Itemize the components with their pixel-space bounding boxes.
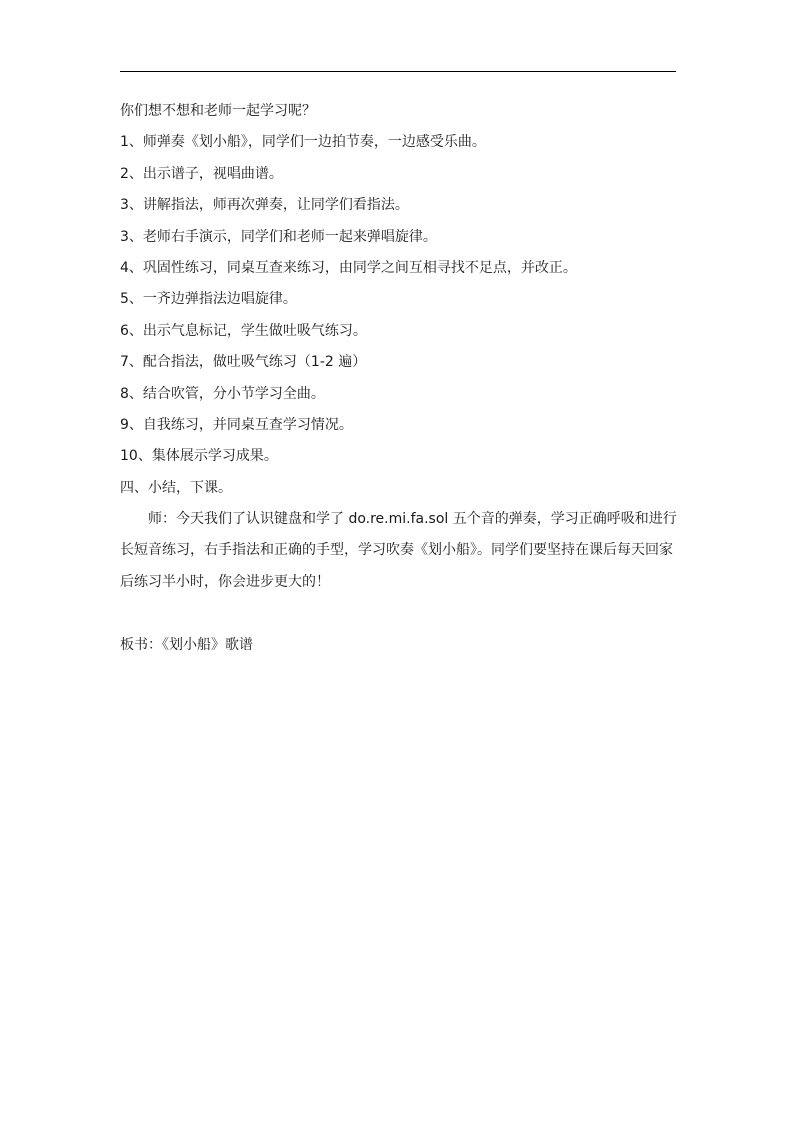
step-item: 9、自我练习，并同桌互查学习情况。 bbox=[120, 416, 353, 433]
step-item: 6、出示气息标记，学生做吐吸气练习。 bbox=[120, 322, 367, 339]
step-item: 1、师弹奏《划小船》，同学们一边拍节奏，一边感受乐曲。 bbox=[120, 134, 486, 151]
summary-paragraph: 师：今天我们了认识键盘和学了 do.re.mi.fa.sol 五个音的弹奏，学习正确呼吸和进行长短音练习，右手指法和正确的手型，学习吹奏《划小船》。同学们要坚持在课后每天回家后练习半小时，你会进步更大的！ bbox=[120, 511, 677, 590]
document-body bbox=[120, 96, 680, 661]
step-item: 3、讲解指法，师再次弹奏，让同学们看指法。 bbox=[120, 197, 409, 214]
step-item: 7、配合指法，做吐吸气练习（1-2 遍） bbox=[120, 354, 367, 371]
step-item: 2、出示谱子，视唱曲谱。 bbox=[120, 165, 283, 182]
step-item: 4、巩固性练习，同桌互查来练习，由同学之间互相寻找不足点，并改正。 bbox=[120, 259, 577, 276]
step-item: 10、集体展示学习成果。 bbox=[120, 448, 278, 465]
intro-line: 你们想不想和老师一起学习呢？ bbox=[120, 103, 316, 119]
step-item: 8、结合吹管，分小节学习全曲。 bbox=[120, 385, 325, 402]
step-item: 3、老师右手演示，同学们和老师一起来弹唱旋律。 bbox=[120, 228, 437, 245]
spacer bbox=[120, 598, 680, 629]
board-note: 板书：《划小船》歌谱 bbox=[120, 636, 253, 653]
section-heading: 四、小结，下课。 bbox=[120, 479, 232, 496]
step-item: 5、一齐边弹指法边唱旋律。 bbox=[120, 291, 297, 308]
header-rule bbox=[120, 71, 676, 72]
